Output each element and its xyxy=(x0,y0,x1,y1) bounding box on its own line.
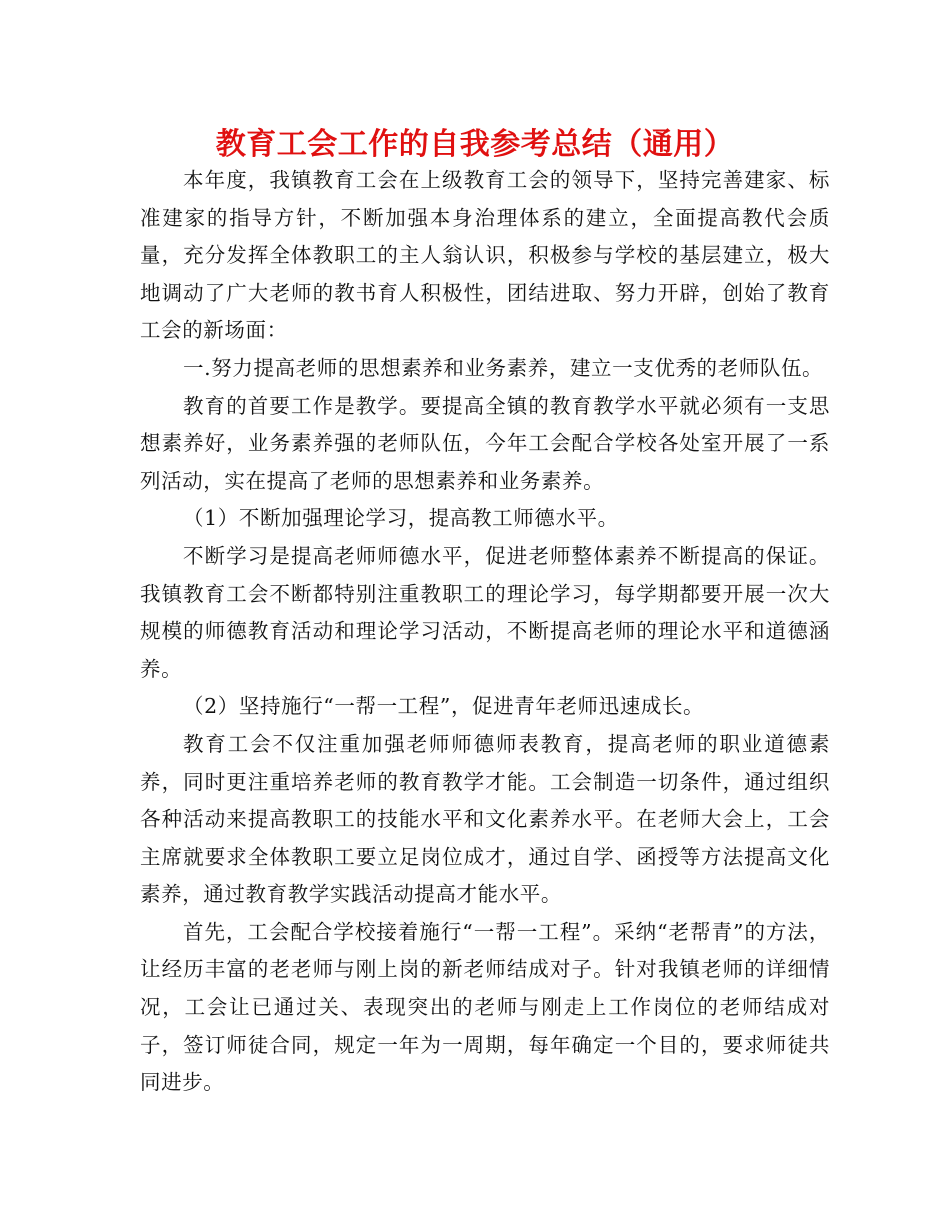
paragraph-intro: 本年度，我镇教育工会在上级教育工会的领导下，坚持完善建家、标准建家的指导方针，不断加强本身治理体系的建立，全面提高教代会质量，充分发挥全体教职工的主人翁认识，积极参与学校的基层建立，极大地调动了广大老师的教书育人积极性，团结进取、努力开辟，创始了教育工会的新场面： xyxy=(140,168,830,343)
subheading-2: （2）坚持施行“一帮一工程”，促进青年老师迅速成长。 xyxy=(183,694,705,719)
document-title: 教育工会工作的自我参考总结（通用） xyxy=(215,127,735,162)
document-body xyxy=(140,162,830,1102)
section-heading-1: 一.努力提高老师的思想素养和业务素养，建立一支优秀的老师队伍。 xyxy=(183,355,824,380)
paragraph-theory-study: 不断学习是提高老师师德水平，促进老师整体素养不断提高的保证。我镇教育工会不断都特别注重教职工的理论学习，每学期都要开展一次大规模的师德教育活动和理论学习活动，不断提高老师的理论水平和道德涵养。 xyxy=(140,543,830,681)
paragraph-mentoring: 首先，工会配合学校接着施行“一帮一工程”。采纳“老帮青”的方法，让经历丰富的老老师与刚上岗的新老师结成对子。针对我镇老师的详细情况，工会让已通过关、表现突出的老师与刚走上工作岗位的老师结成对子，签订师徒合同，规定一年为一周期，每年确定一个目的，要求师徒共同进步。 xyxy=(140,919,830,1095)
paragraph-teaching: 教育的首要工作是教学。要提高全镇的教育教学水平就必须有一支思想素养好，业务素养强的老师队伍，今年工会配合学校各处室开展了一系列活动，实在提高了老师的思想素养和业务素养。 xyxy=(140,393,830,493)
subheading-1: （1）不断加强理论学习，提高教工师德水平。 xyxy=(183,506,619,531)
paragraph-skills: 教育工会不仅注重加强老师师德师表教育，提高老师的职业道德素养，同时更注重培养老师的教育教学才能。工会制造一切条件，通过组织各种活动来提高教职工的技能水平和文化素养水平。在老师大会上，工会主席就要求全体教职工要立足岗位成才，通过自学、函授等方法提高文化素养，通过教育教学实践活动提高才能水平。 xyxy=(140,731,830,907)
